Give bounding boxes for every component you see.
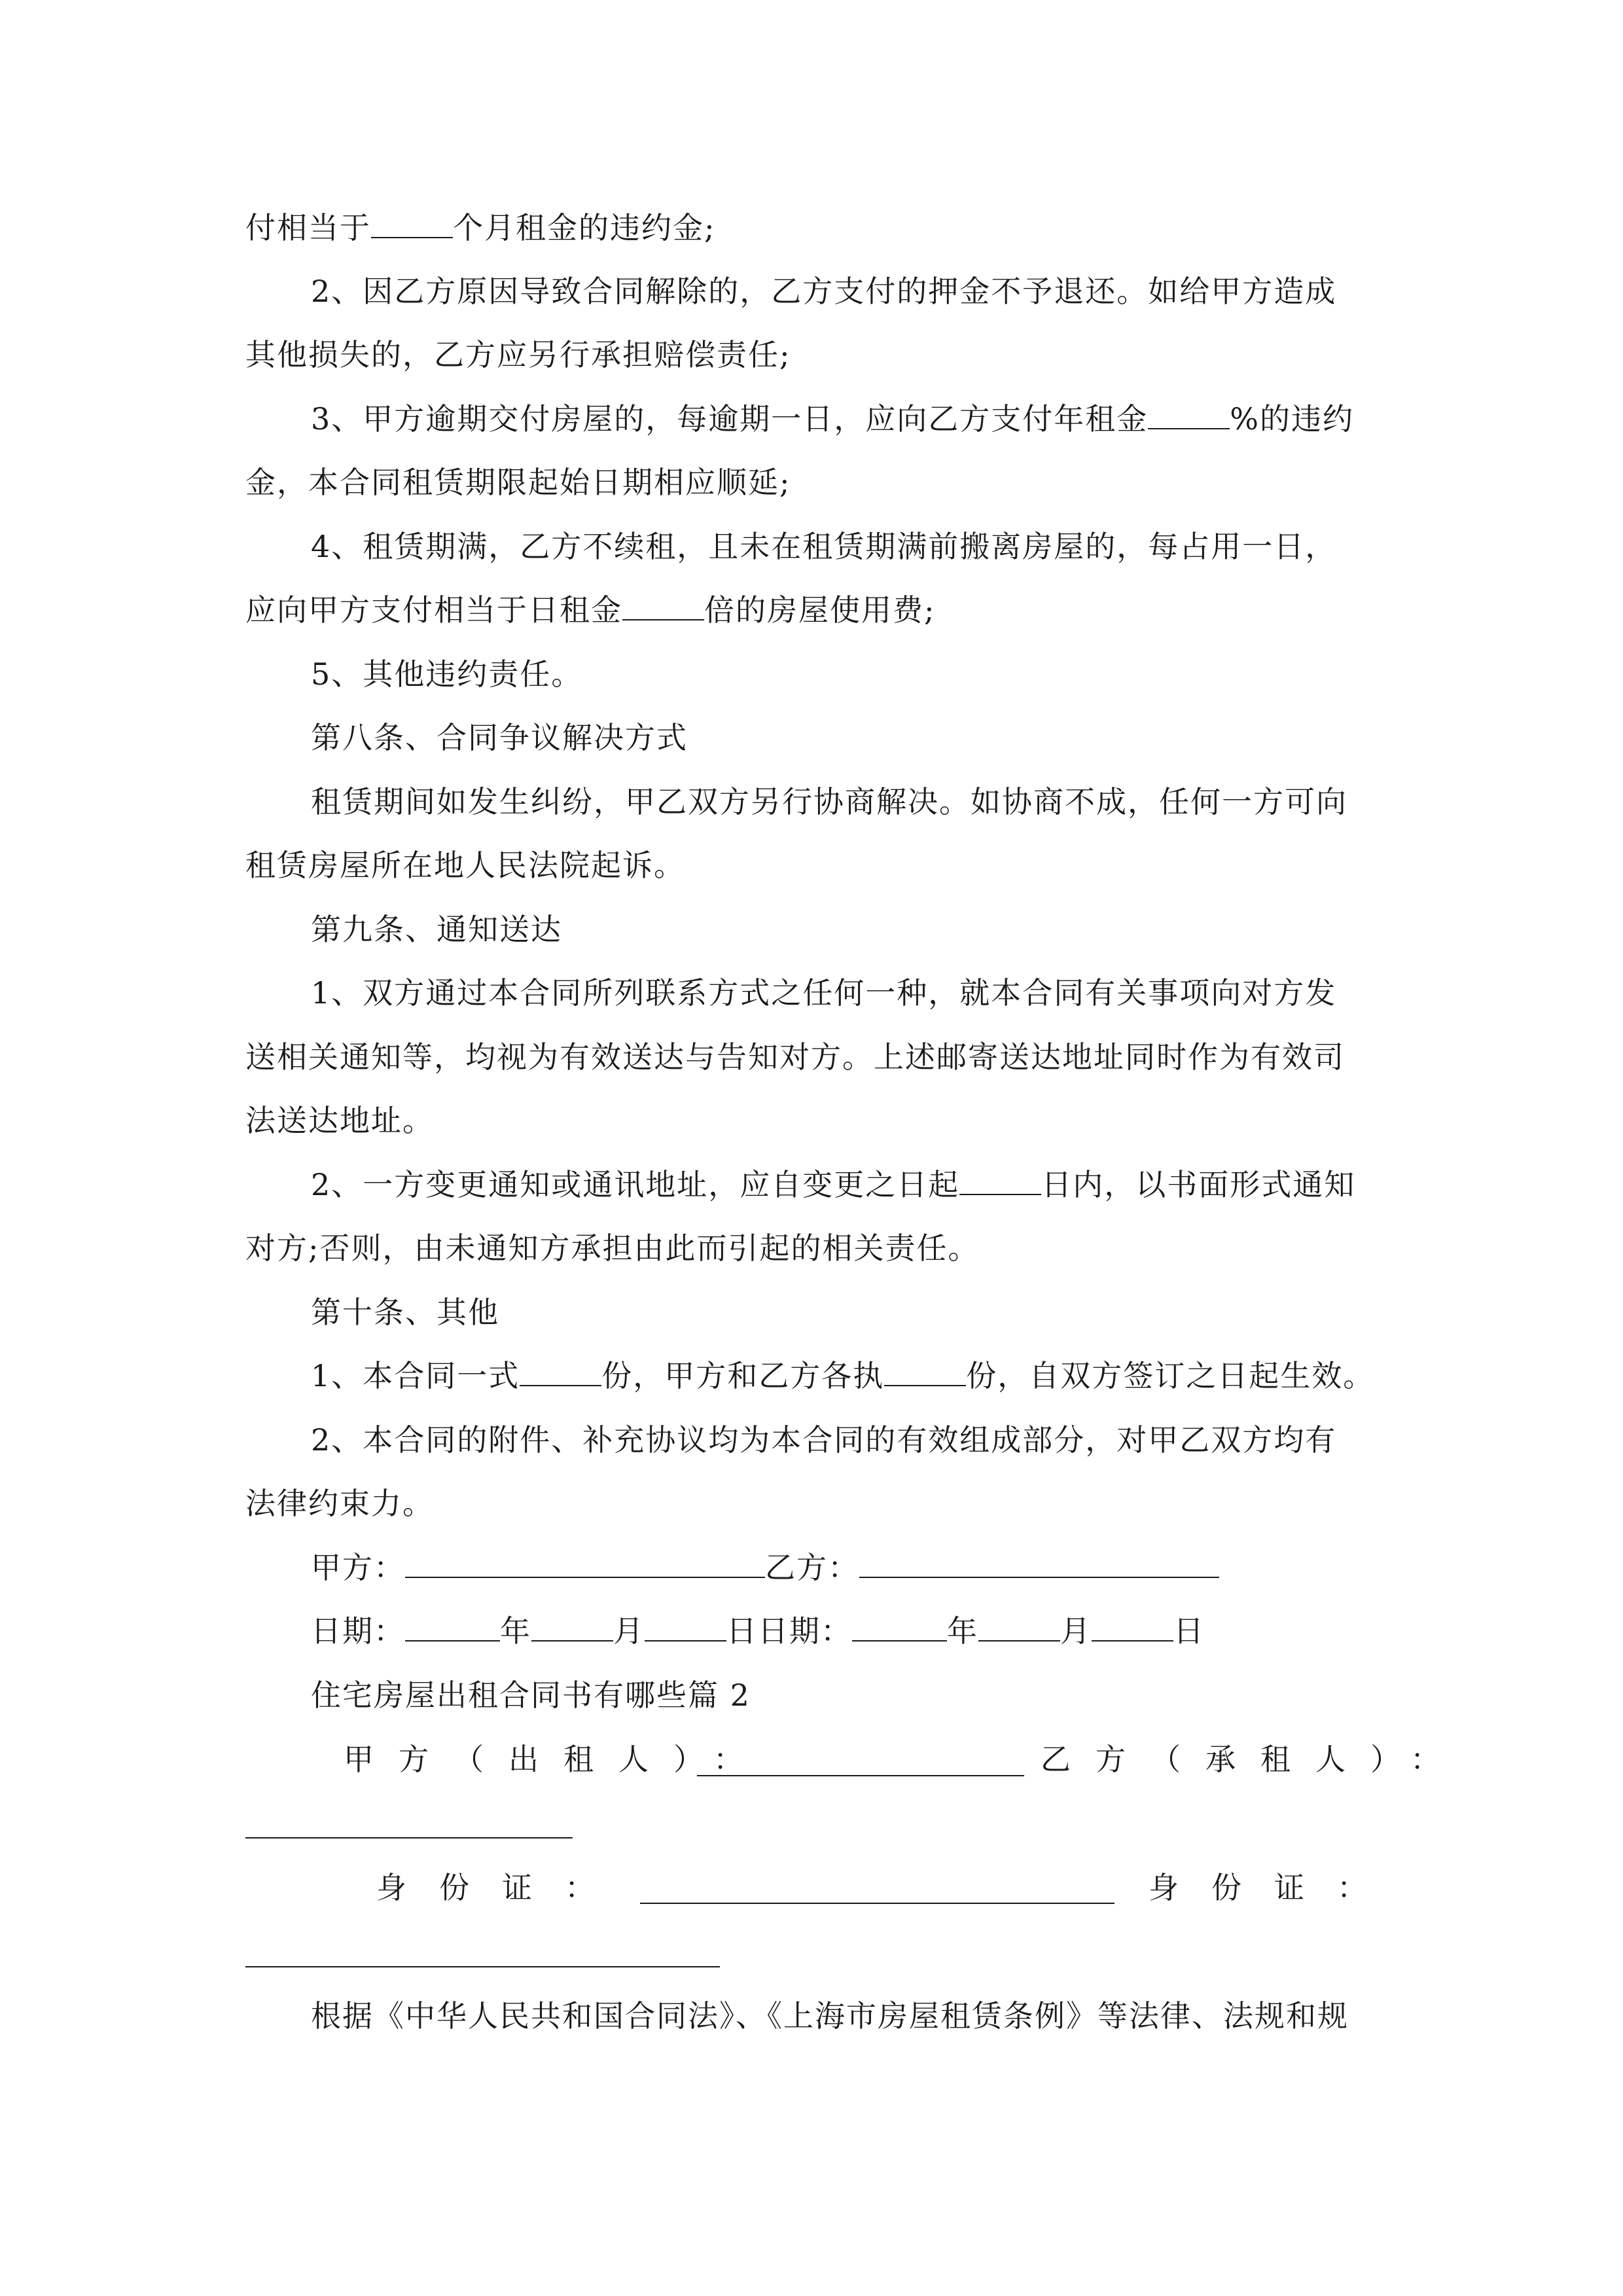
party-b-label: 乙方（承租人）： [1041, 1742, 1465, 1777]
blank-field [1148, 399, 1230, 429]
text-line: 2、一方变更通知或通讯地址，应自变更之日起 日内，以书面形式通知 [311, 1165, 1355, 1204]
section-heading: 第九条、通知送达 [311, 912, 562, 947]
text-line: 2、本合同的附件、补充协议均为本合同的有效组成部分，对甲乙双方均有 [311, 1422, 1337, 1458]
text-line: 3、甲方逾期交付房屋的，每逾期一日，应向乙方支付年租金 %的违约 [311, 399, 1354, 439]
party-b-signature-blank [859, 1548, 1219, 1578]
party-a-label: 甲方（出租人）： [344, 1742, 768, 1777]
party-b-blank [245, 1837, 573, 1839]
text-line: 租赁期间如发生纠纷，甲乙双方另行协商解决。如协商不成，任何一方可向 [311, 784, 1347, 819]
id-card-label: 身份证： [1149, 1870, 1400, 1905]
blank-field [884, 1356, 966, 1386]
party-a-blank [697, 1775, 1024, 1776]
text-line: 根据《中华人民共和国合同法》、《上海市房屋租赁条例》等法律、法规和规 [311, 1998, 1349, 2034]
section-heading: 第八条、合同争议解决方式 [311, 720, 688, 755]
blank-field [622, 590, 704, 620]
text-line: 其他损失的，乙方应另行承担赔偿责任; [245, 337, 791, 372]
text-line: 应向甲方支付相当于日租金 倍的房屋使用费; [245, 590, 936, 630]
id-card-blank [640, 1903, 1115, 1904]
signature-line: 甲方： 乙方： [311, 1548, 1219, 1587]
text-line: 送相关通知等，均视为有效送达与告知对方。上述邮寄送达地址同时作为有效司 [245, 1039, 1345, 1075]
text-line: 1、本合同一式 份，甲方和乙方各执 份，自双方签订之日起生效。 [311, 1356, 1374, 1395]
party-a-signature-blank [405, 1548, 765, 1578]
blank-field [1092, 1611, 1173, 1641]
blank-field [852, 1611, 947, 1641]
text-line: 2、因乙方原因导致合同解除的，乙方支付的押金不予退还。如给甲方造成 [311, 274, 1337, 309]
section-heading: 第十条、其他 [311, 1295, 499, 1330]
text-line: 租赁房屋所在地人民法院起诉。 [245, 848, 685, 883]
date-line: 日期： 年 月 日日期： 年 月 日 [311, 1611, 1205, 1651]
blank-field [645, 1611, 726, 1641]
id-card-blank [245, 1966, 720, 1967]
blank-field [531, 1611, 613, 1641]
blank-field [978, 1611, 1060, 1641]
text-line: 法律约束力。 [245, 1486, 434, 1521]
text-line: 4、租赁期满，乙方不续租，且未在租赁期满前搬离房屋的，每占用一日， [311, 529, 1337, 564]
blank-field [520, 1356, 601, 1386]
text-line: 对方;否则，由未通知方承担由此而引起的相关责任。 [245, 1230, 980, 1266]
text-line: 金，本合同租赁期限起始日期相应顺延; [245, 465, 791, 500]
text-line: 1、双方通过本合同所列联系方式之任何一种，就本合同有关事项向对方发 [311, 975, 1337, 1011]
id-card-label: 身份证： [376, 1870, 628, 1905]
blank-field [371, 208, 453, 238]
blank-field [405, 1611, 500, 1641]
blank-field [959, 1165, 1041, 1195]
document-title: 住宅房屋出租合同书有哪些篇 2 [311, 1677, 751, 1713]
text-line: 5、其他违约责任。 [311, 656, 583, 692]
text-line: 法送达地址。 [245, 1103, 434, 1138]
text-line: 付相当于 个月租金的违约金; [245, 208, 716, 247]
